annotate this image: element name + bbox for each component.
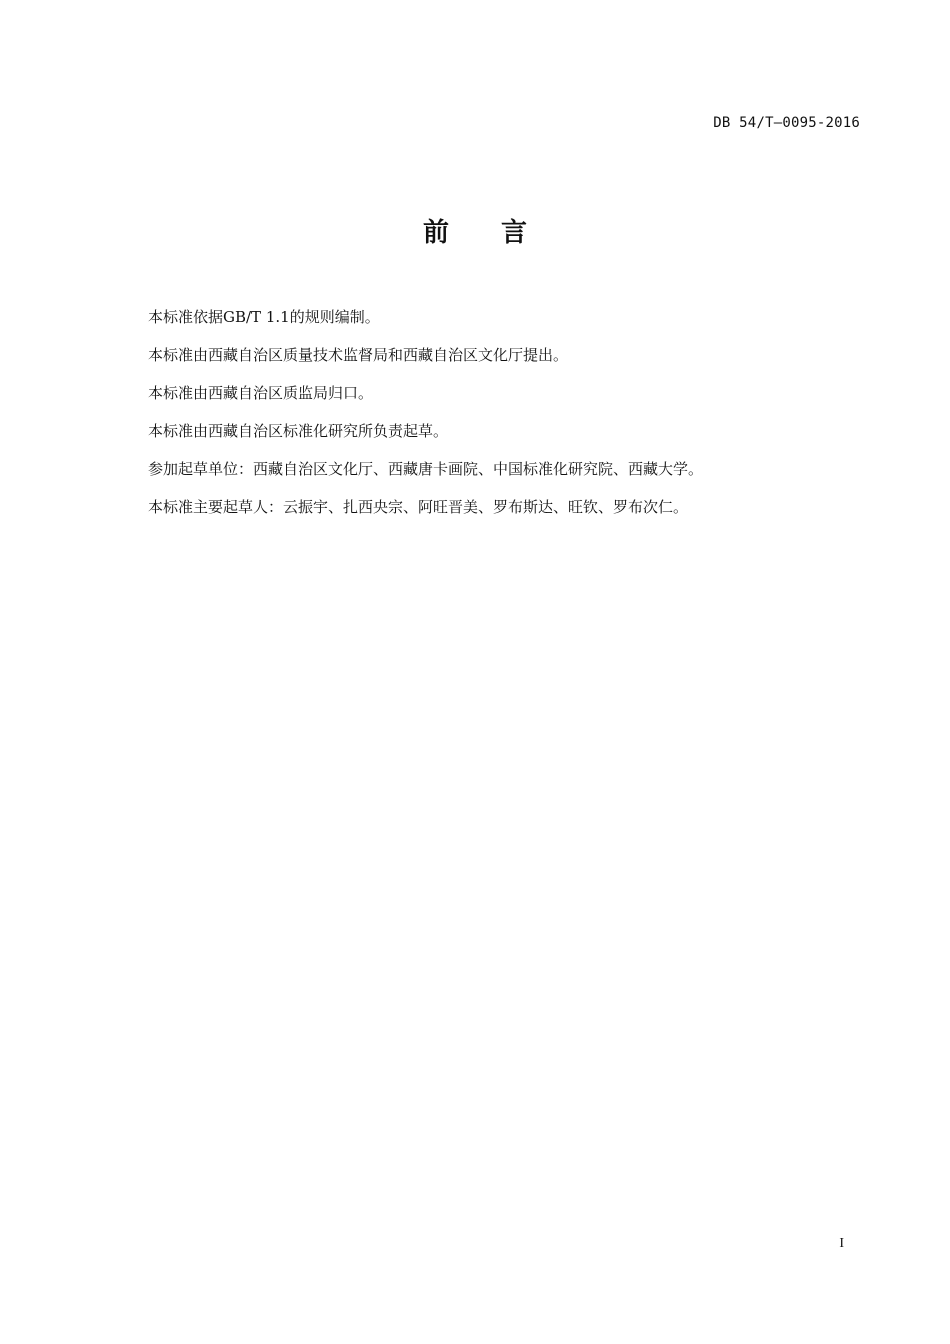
paragraph-drafting-lead: 本标准由西藏自治区标准化研究所负责起草。 [148,422,449,440]
paragraph-administrator: 本标准由西藏自治区质监局归口。 [148,384,374,402]
paragraph-proposer: 本标准由西藏自治区质量技术监督局和西藏自治区文化厅提出。 [148,346,569,364]
page-title: 前言 [422,218,579,248]
document-code: DB 54/T—0095-2016 [713,115,860,131]
paragraph-main-drafters: 本标准主要起草人：云振宇、扎西央宗、阿旺晋美、罗布斯达、旺钦、罗布次仁。 [148,498,689,516]
foreword-body [148,306,868,534]
paragraph-compilation-rule: 本标准依据GB/T 1.1的规则编制。 [148,308,380,326]
paragraph-participating-units: 参加起草单位：西藏自治区文化厅、西藏唐卡画院、中国标准化研究院、西藏大学。 [148,460,704,478]
page-number: I [839,1236,844,1251]
